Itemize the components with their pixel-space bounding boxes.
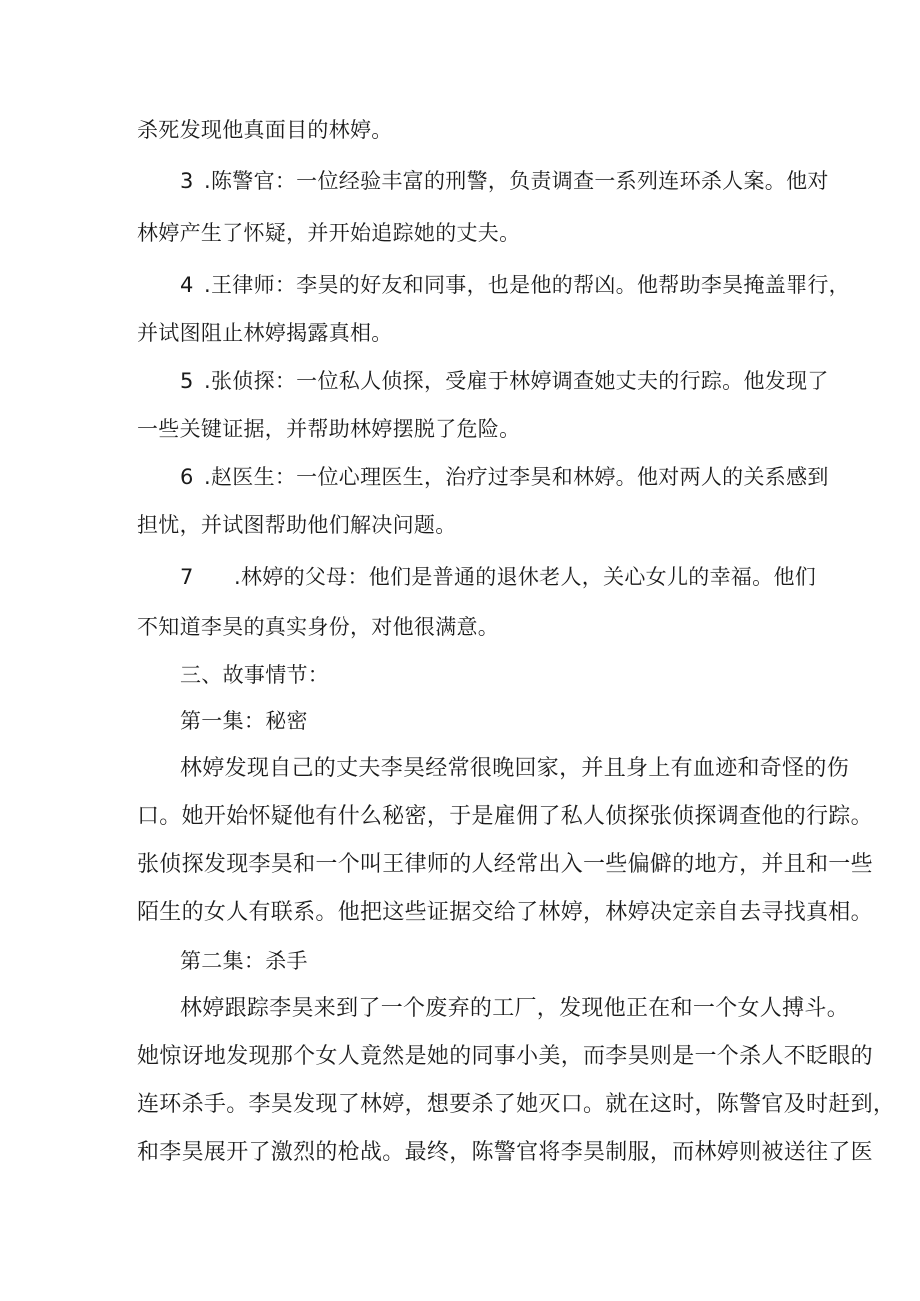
role-3-text: .陈警官：一位经验丰富的刑警，负责调查一系列连环杀人案。他对 xyxy=(204,169,829,193)
role-7-line-2: 不知道李昊的真实身份，对他很满意。 xyxy=(137,615,500,639)
episode-2-line-3: 连环杀手。李昊发现了林婷，想要杀了她灭口。就在这时，陈警官及时赶到， xyxy=(137,1092,896,1117)
episode-1-title: 第一集：秘密 xyxy=(180,709,308,733)
role-4-line-1 xyxy=(180,270,850,300)
episode-2-title: 第二集：杀手 xyxy=(180,949,308,973)
episode-1-line-4: 陌生的女人有联系。他把这些证据交给了林婷，林婷决定亲自去寻找真相。 xyxy=(137,900,873,925)
role-6-line-1 xyxy=(180,462,829,492)
section-heading: 三、故事情节： xyxy=(180,663,330,687)
episode-2-line-4: 和李昊展开了激烈的枪战。最终，陈警官将李昊制服，而林婷则被送往了医 xyxy=(137,1140,873,1165)
role-4-text: .王律师：李昊的好友和同事，也是他的帮凶。他帮助李昊掩盖罪行， xyxy=(204,273,850,297)
episode-1-line-1: 林婷发现自己的丈夫李昊经常很晚回家，并且身上有血迹和奇怪的伤 xyxy=(180,756,850,781)
episode-1-line-2: 口。她开始怀疑他有什么秘密，于是雇佣了私人侦探张侦探调查他的行踪。 xyxy=(137,804,873,829)
role-4-number: 4 xyxy=(180,273,194,297)
episode-1-line-3: 张侦探发现李昊和一个叫王律师的人经常出入一些偏僻的地方，并且和一些 xyxy=(137,852,873,877)
role-4-line-2: 并试图阻止林婷揭露真相。 xyxy=(137,321,393,345)
role-3-line-2: 林婷产生了怀疑，并开始追踪她的丈夫。 xyxy=(137,221,521,245)
role-6-number: 6 xyxy=(180,465,194,489)
role-5-text: .张侦探：一位私人侦探，受雇于林婷调查她丈夫的行踪。他发现了 xyxy=(204,369,829,393)
role-5-line-1 xyxy=(180,366,829,396)
role-5-line-2: 一些关键证据，并帮助林婷摆脱了危险。 xyxy=(137,417,521,441)
role-7-text: .林婷的父母：他们是普通的退休老人，关心女儿的幸福。他们 xyxy=(234,565,817,589)
episode-2-line-2: 她惊讶地发现那个女人竟然是她的同事小美，而李昊则是一个杀人不眨眼的 xyxy=(137,1044,873,1069)
role-5-number: 5 xyxy=(180,369,194,393)
role-7-number: 7 xyxy=(180,565,194,589)
role-3-line-1 xyxy=(180,166,829,196)
role-7-line-1 xyxy=(180,562,816,592)
episode-2-line-1: 林婷跟踪李昊来到了一个废弃的工厂，发现他正在和一个女人搏斗。 xyxy=(180,996,850,1021)
role-3-number: 3 xyxy=(180,169,194,193)
role-6-line-2: 担忧，并试图帮助他们解决问题。 xyxy=(137,513,457,537)
role-6-text: .赵医生：一位心理医生，治疗过李昊和林婷。他对两人的关系感到 xyxy=(204,465,829,489)
paragraph-line: 杀死发现他真面目的林婷。 xyxy=(137,118,393,142)
